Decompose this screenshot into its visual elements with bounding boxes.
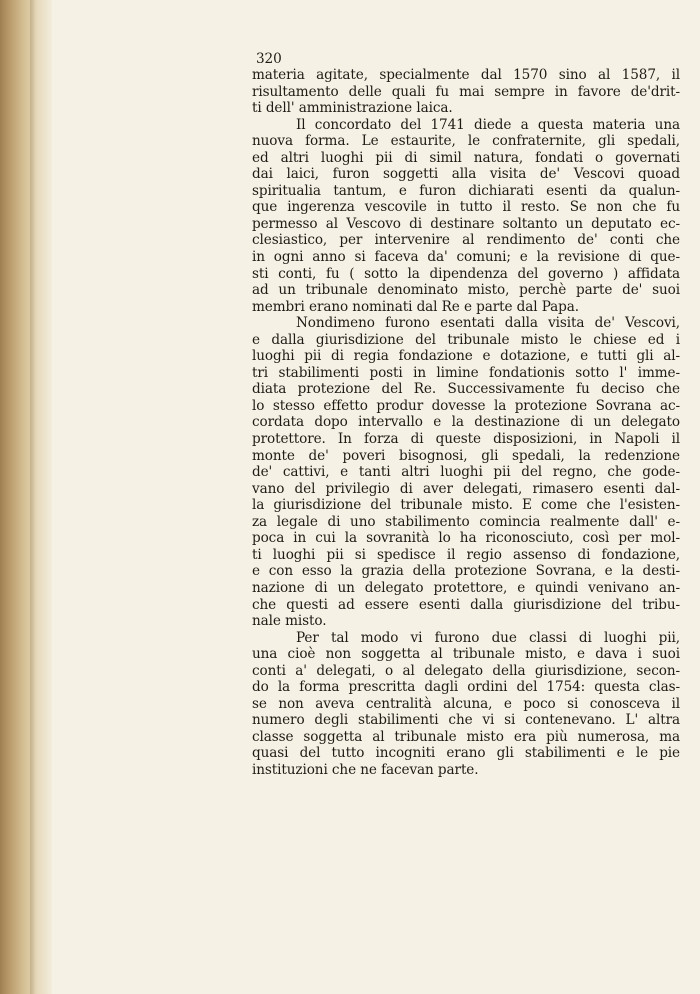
text-block <box>252 52 680 779</box>
text-line: Il concordato del 1741 diede a questa materia una <box>296 116 680 133</box>
text-line: cordata dopo intervallo e la destinazione di un delegato <box>252 414 680 431</box>
text-line: monte de' poveri bisognosi, gli spedali, la redenzione <box>252 447 680 464</box>
text-line: nuova forma. Le estaurite, le confraternite, gli spedali, <box>252 133 680 150</box>
text-line: che questi ad essere esenti dalla giurisdizione del tribu- <box>252 596 680 613</box>
text-line: una cioè non soggetta al tribunale misto, e dava i suoi <box>252 646 680 663</box>
text-line: tri stabilimenti posti in limine fondationis sotto l' imme- <box>252 364 680 381</box>
text-line: se non aveva centralità alcuna, e poco si conosceva il <box>252 695 680 712</box>
text-line: poca in cui la sovranità lo ha riconosciuto, così per mol- <box>252 530 680 547</box>
text-line: e con esso la grazia della protezione Sovrana, e la desti- <box>252 563 680 580</box>
text-line: ed altri luoghi pii di simil natura, fondati o governati <box>252 149 680 166</box>
text-line: Per tal modo vi furono due classi di luoghi pii, <box>296 629 680 646</box>
text-line: ti dell' amministrazione laica. <box>252 100 453 117</box>
text-line: permesso al Vescovo di destinare soltanto un deputato ec- <box>252 215 680 232</box>
text-line: dai laici, furon soggetti alla visita de' Vescovi quoad <box>252 166 680 183</box>
text-line: ad un tribunale denominato misto, perchè parte de' suoi <box>252 282 680 299</box>
text-line: numero degli stabilimenti che vi si contenevano. L' altra <box>252 712 680 729</box>
text-line: que ingerenza vescovile in tutto il resto. Se non che fu <box>252 199 680 216</box>
text-line: clesiastico, per intervenire al rendimento de' conti che <box>252 232 680 249</box>
page-number: 320 <box>256 51 282 67</box>
binding-edge <box>0 0 52 994</box>
text-line: ti luoghi pii si spedisce il regio assenso di fondazione, <box>252 546 680 563</box>
text-line: risultamento delle quali fu mai sempre in favore de'drit- <box>252 83 680 100</box>
text-line: lo stesso effetto produr dovesse la protezione Sovrana ac- <box>252 397 680 414</box>
text-line: vano del privilegio di aver delegati, rimasero esenti dal- <box>252 480 680 497</box>
text-line: membri erano nominati dal Re e parte dal Papa. <box>252 298 579 315</box>
text-line: za legale di uno stabilimento comincia realmente dall' e- <box>252 513 680 530</box>
text-line: luoghi pii di regia fondazione e dotazione, e tutti gli al- <box>252 348 680 365</box>
text-line: e dalla giurisdizione del tribunale misto le chiese ed i <box>252 331 680 348</box>
text-line: spiritualia tantum, e furon dichiarati esenti da qualun- <box>252 182 680 199</box>
text-line: instituzioni che ne facevan parte. <box>252 761 479 778</box>
text-line: materia agitate, specialmente dal 1570 sino al 1587, il <box>252 67 680 83</box>
text-line: conti a' delegati, o al delegato della giurisdizione, secon- <box>252 662 680 679</box>
text-line: quasi del tutto incogniti erano gli stabilimenti e le pie <box>252 745 680 762</box>
text-line: Nondimeno furono esentati dalla visita de' Vescovi, <box>296 315 680 332</box>
text-line: la giurisdizione del tribunale misto. E come che l'esisten- <box>252 497 680 514</box>
text-line: sti conti, fu ( sotto la dipendenza del governo ) affidata <box>252 265 680 282</box>
text-line: do la forma prescritta dagli ordini del 1754: questa clas- <box>252 679 680 696</box>
text-line: nazione di un delegato protettore, e quindi venivano an- <box>252 579 680 596</box>
text-line: diata protezione del Re. Successivamente fu deciso che <box>252 381 680 398</box>
text-line: in ogni anno si faceva da' comuni; e la revisione di que- <box>252 249 680 266</box>
text-line: classe soggetta al tribunale misto era più numerosa, ma <box>252 728 680 745</box>
text-line: de' cattivi, e tanti altri luoghi pii del regno, che gode- <box>252 464 680 481</box>
text-line: nale misto. <box>252 613 327 630</box>
text-line: protettore. In forza di queste disposizioni, in Napoli il <box>252 431 680 448</box>
